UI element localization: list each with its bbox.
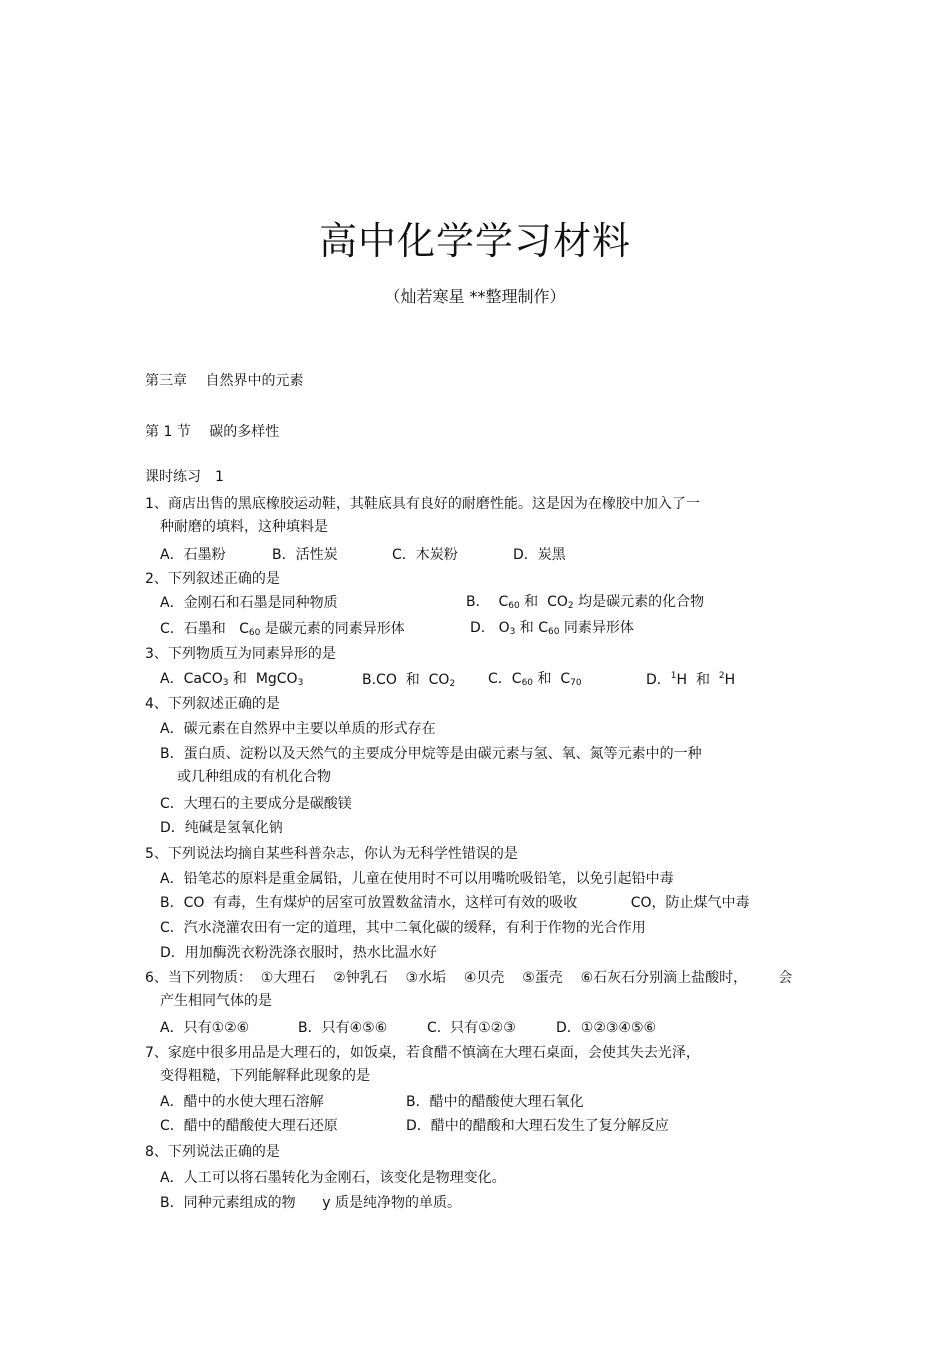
q3-option-c: C．$C_{60}$ 和 $C_{70}$ [488, 671, 582, 688]
q2-option-d: D. $O_3$ 和 $C_{60}$ 同素异形体 [470, 620, 634, 637]
q6-stem-line1: 6、当下列物质： ①大理石 ②钟乳石 ③水垢 ④贝壳 ⑤蛋壳 ⑥石灰石分别滴上盐酸时， 会 [145, 970, 793, 986]
q1-stem-line2: 种耐磨的填料，这种填料是 [160, 519, 328, 535]
exercise-heading: 课时练习 1 [145, 469, 224, 485]
document-title: 高中化学学习材料 [318, 219, 631, 263]
q3-option-b: B.CO 和 $CO_2$ [362, 672, 456, 689]
q2-option-b: B． $C_{60}$ 和 $CO_2$ 均是碳元素的化合物 [466, 594, 705, 611]
q8-stem: 8、下列说法正确的是 [145, 1144, 280, 1160]
q6-stem-line2: 产生相同气体的是 [160, 993, 272, 1009]
q4-option-b-line1: B．蛋白质、淀粉以及天然气的主要成分甲烷等是由碳元素与氢、氧、氮等元素中的一种 [160, 746, 702, 762]
q6-option-a: A．只有①②⑥ [160, 1020, 250, 1036]
q1-stem-line1: 1、商店出售的黑底橡胶运动鞋，其鞋底具有良好的耐磨性能。这是因为在橡胶中加入了一 [145, 496, 700, 512]
q5-stem: 5、下列说法均摘自某些科普杂志，你认为无科学性错误的是 [145, 846, 518, 862]
q2-option-a: A．金刚石和石墨是同种物质 [160, 595, 338, 611]
q1-option-a: A．石墨粉 [160, 547, 226, 563]
q1-option-c: C．木炭粉 [392, 547, 458, 563]
q4-option-c: C．大理石的主要成分是碳酸镁 [160, 796, 352, 812]
q7-stem-line1: 7、家庭中很多用品是大理石的，如饭桌，若食醋不慎滴在大理石桌面，会使其失去光泽， [145, 1045, 700, 1061]
q8-option-a: A．人工可以将石墨转化为金刚石，该变化是物理变化。 [160, 1170, 506, 1186]
document-subtitle: （灿若寒星 **整理制作） [384, 287, 566, 306]
chapter-heading: 第三章 自然界中的元素 [145, 373, 304, 389]
q5-option-a: A．铅笔芯的原料是重金属铅，儿童在使用时不可以用嘴吮吸铅笔，以免引起铅中毒 [160, 871, 674, 887]
q7-stem-line2: 变得粗糙，下列能解释此现象的是 [160, 1068, 370, 1084]
q3-option-d: D．$^1$H 和 $^2$H [646, 671, 736, 688]
q3-option-a: A．CaCO$_3$ 和 MgCO$_3$ [160, 671, 304, 688]
q5-option-b: B．CO 有毒，生有煤炉的居室可放置数盆清水，这样可有效的吸收 CO，防止煤气中毒 [160, 895, 750, 911]
q1-option-d: D．炭黑 [513, 547, 566, 563]
section-heading: 第 1 节 碳的多样性 [145, 424, 280, 440]
q4-option-d: D．纯碱是氢氧化钠 [160, 820, 283, 836]
q7-option-d: D．醋中的醋酸和大理石发生了复分解反应 [406, 1118, 669, 1134]
q7-option-a: A．醋中的水使大理石溶解 [160, 1094, 324, 1110]
q7-option-b: B．醋中的醋酸使大理石氧化 [406, 1094, 584, 1110]
q6-option-b: B．只有④⑤⑥ [298, 1020, 388, 1036]
q1-option-b: B．活性炭 [272, 547, 338, 563]
q4-stem: 4、下列叙述正确的是 [145, 696, 280, 712]
q5-option-c: C．汽水浇灌农田有一定的道理，其中二氧化碳的缓释，有利于作物的光合作用 [160, 920, 646, 936]
q4-option-a: A．碳元素在自然界中主要以单质的形式存在 [160, 721, 436, 737]
q7-option-c: C．醋中的醋酸使大理石还原 [160, 1118, 338, 1134]
q8-option-b: B．同种元素组成的物 y 质是纯净物的单质。 [160, 1195, 462, 1211]
q2-option-c: C．石墨和 $C_{60}$ 是碳元素的同素异形体 [160, 621, 405, 638]
q6-option-d: D．①②③④⑤⑥ [556, 1020, 657, 1036]
q5-option-d: D．用加酶洗衣粉洗涤衣服时，热水比温水好 [160, 945, 437, 961]
q3-stem: 3、下列物质互为同素异形的是 [145, 646, 336, 662]
q6-option-c: C. 只有①②③ [427, 1020, 516, 1036]
q4-option-b-line2: 或几种组成的有机化合物 [177, 769, 331, 785]
q2-stem: 2、下列叙述正确的是 [145, 571, 280, 587]
